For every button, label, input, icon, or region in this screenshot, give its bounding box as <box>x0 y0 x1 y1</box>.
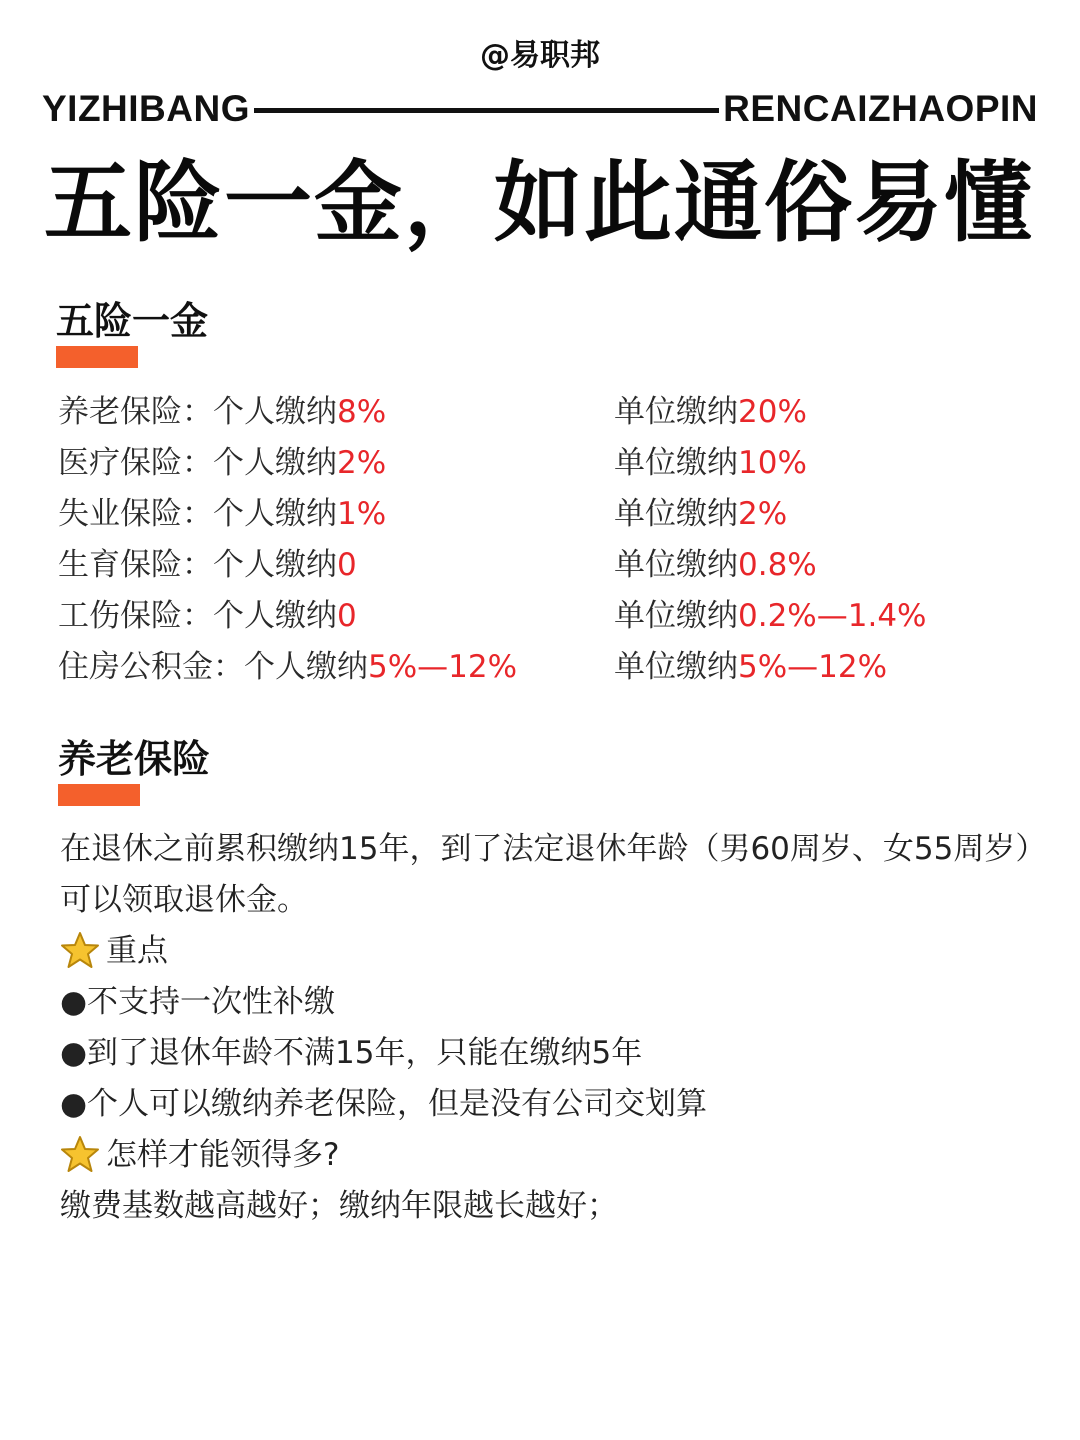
author-handle: @易职邦 <box>480 38 600 73</box>
question-label: 怎样才能领得多? <box>60 1130 339 1181</box>
section-accent-bar <box>58 784 140 806</box>
bullet-item: ●不支持一次性补缴 <box>60 984 336 1020</box>
star-icon <box>60 1135 100 1173</box>
company-rate: 单位缴纳2% <box>614 496 788 532</box>
key-points-label: 重点 <box>60 926 168 977</box>
company-rate: 单位缴纳20% <box>614 394 807 430</box>
section-heading-pension: 养老保险 <box>58 737 211 781</box>
banner-right-text: RENCAIZHAOPIN <box>723 88 1038 129</box>
page-title: 五险一金，如此通俗易懂 <box>44 151 1035 254</box>
banner-left-text: YIZHIBANG <box>42 88 250 129</box>
company-rate: 单位缴纳0.2%—1.4% <box>614 598 927 634</box>
answer-text: 缴费基数越高越好；缴纳年限越长越好； <box>60 1188 618 1224</box>
personal-rate: 养老保险：个人缴纳8% <box>58 394 387 430</box>
star-icon <box>60 931 100 969</box>
banner <box>42 86 1038 132</box>
personal-rate: 医疗保险：个人缴纳2% <box>58 445 387 481</box>
section-heading-rates: 五险一金 <box>56 299 209 343</box>
rate-row <box>58 489 1018 539</box>
personal-rate: 住房公积金：个人缴纳5%—12% <box>58 649 518 685</box>
personal-rate: 工伤保险：个人缴纳0 <box>58 598 357 634</box>
company-rate: 单位缴纳0.8% <box>614 547 817 583</box>
rate-row <box>58 642 1018 692</box>
personal-rate: 生育保险：个人缴纳0 <box>58 547 357 583</box>
rate-row <box>58 540 1018 590</box>
pension-intro: 在退休之前累积缴纳15年，到了法定退休年龄（男60周岁、女55周岁）可以领取退休金。 <box>60 831 1047 918</box>
rate-row <box>58 591 1018 641</box>
company-rate: 单位缴纳5%—12% <box>614 649 888 685</box>
personal-rate: 失业保险：个人缴纳1% <box>58 496 387 532</box>
bullet-item: ●个人可以缴纳养老保险，但是没有公司交划算 <box>60 1086 708 1122</box>
banner-divider <box>254 108 719 113</box>
bullet-item: ●到了退休年龄不满15年，只能在缴纳5年 <box>60 1035 643 1071</box>
rate-row <box>58 387 1018 437</box>
rate-row <box>58 438 1018 488</box>
section-accent-bar <box>56 346 138 368</box>
company-rate: 单位缴纳10% <box>614 445 807 481</box>
